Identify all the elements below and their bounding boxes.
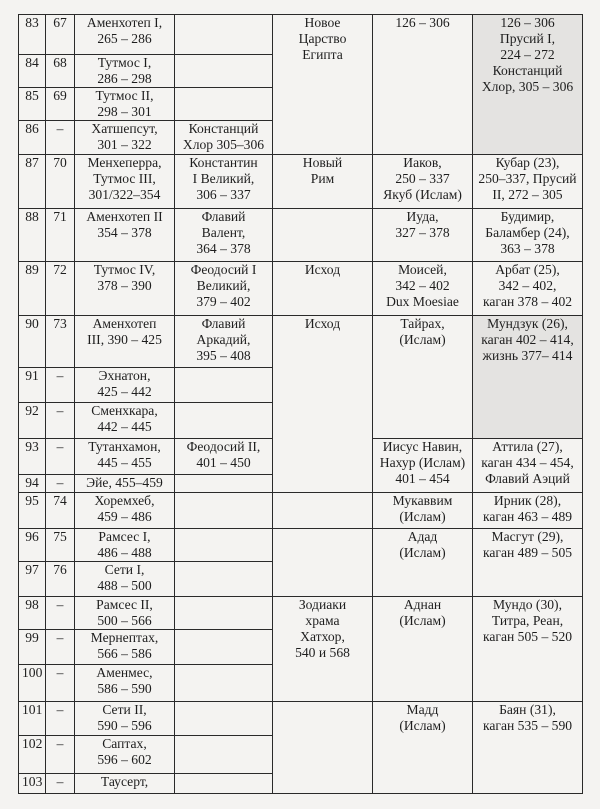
cell-line: 486 – 488 <box>97 545 152 560</box>
cell-line: 250–337, Прусий <box>478 171 577 186</box>
pharaoh-cell <box>75 665 175 702</box>
cell-line: Исход <box>304 262 341 277</box>
row-number: 89 <box>19 262 46 316</box>
cell-line: II, 272 – 305 <box>492 187 563 202</box>
dynasty-number: 75 <box>46 529 75 562</box>
cell-line: Хоремхеб, <box>94 493 155 508</box>
emperor-cell <box>175 597 273 630</box>
emperor-cell <box>175 88 273 121</box>
cell-line: Феодосий II, <box>186 439 261 454</box>
cell-line: Dux Moesiae <box>386 294 459 309</box>
cell-line: Титра, Реан, <box>491 613 564 628</box>
era-cell-new-kingdom <box>273 15 373 155</box>
cell-line: Иаков, <box>403 155 442 170</box>
dynasty-number: 67 <box>46 15 75 55</box>
cell-line: 445 – 455 <box>97 455 152 470</box>
emperor-cell <box>175 475 273 493</box>
cell-line: 363 – 378 <box>500 241 555 256</box>
cell-line: 354 – 378 <box>97 225 152 240</box>
pharaoh-cell <box>75 262 175 316</box>
chronology-table <box>18 14 583 794</box>
cell-line: Великий, <box>196 278 251 293</box>
pharaoh-cell <box>75 630 175 665</box>
era-cell <box>273 209 373 262</box>
cell-line: Констанций <box>492 63 563 78</box>
cell-line: Валент, <box>201 225 246 240</box>
cell-line: Тайрах, <box>400 316 445 331</box>
pharaoh-cell <box>75 475 175 493</box>
cell-line: Флавий Аэций <box>485 471 570 486</box>
cell-line: 378 – 390 <box>97 278 152 293</box>
emperor-cell <box>175 155 273 209</box>
ruler-cell <box>473 439 583 493</box>
cell-line: Аменхотеп II <box>86 209 163 224</box>
row-number: 85 <box>19 88 46 121</box>
cell-line: Флавий <box>201 209 246 224</box>
cell-line: Аменмес, <box>96 665 153 680</box>
cell-line: 590 – 596 <box>97 718 152 733</box>
patriarch-cell <box>373 529 473 597</box>
cell-line: I Великий, <box>192 171 255 186</box>
cell-line: 306 – 337 <box>196 187 251 202</box>
cell-line: Тутмос III, <box>93 171 156 186</box>
patriarch-cell <box>373 316 473 439</box>
emperor-cell <box>175 316 273 368</box>
cell-line: (Ислам) <box>399 332 446 347</box>
dynasty-number: – <box>46 121 75 155</box>
cell-line: 395 – 408 <box>196 348 251 363</box>
cell-line: Новое <box>304 15 341 30</box>
row-number: 86 <box>19 121 46 155</box>
cell-line: Хатхор, <box>300 629 345 644</box>
patriarch-cell <box>373 15 473 155</box>
cell-line: Аднан <box>403 597 442 612</box>
cell-line: Аменхотеп I, <box>86 15 163 30</box>
cell-line: Царство <box>298 31 347 46</box>
cell-line: каган 489 – 505 <box>482 545 573 560</box>
cell-line: 586 – 590 <box>97 681 152 696</box>
row-number: 97 <box>19 562 46 597</box>
row-number: 87 <box>19 155 46 209</box>
cell-line: 401 – 450 <box>196 455 251 470</box>
cell-line: Тутанхамон, <box>88 439 161 454</box>
cell-line: 301/322–354 <box>88 187 161 202</box>
cell-line: (Ислам) <box>399 509 446 524</box>
table-row <box>19 262 583 316</box>
table-row <box>19 597 583 630</box>
dynasty-number: 71 <box>46 209 75 262</box>
dynasty-number: – <box>46 403 75 439</box>
era-cell <box>273 702 373 794</box>
pharaoh-cell <box>75 121 175 155</box>
emperor-cell <box>175 262 273 316</box>
pharaoh-cell <box>75 403 175 439</box>
pharaoh-cell <box>75 316 175 368</box>
row-number: 99 <box>19 630 46 665</box>
cell-line: (Ислам) <box>399 718 446 733</box>
cell-line: Эхнатон, <box>98 368 151 383</box>
table-row <box>19 209 583 262</box>
ruler-cell <box>473 262 583 316</box>
cell-line: 596 – 602 <box>97 752 152 767</box>
dynasty-number: – <box>46 439 75 475</box>
row-number: 92 <box>19 403 46 439</box>
pharaoh-cell <box>75 774 175 794</box>
cell-line: (Ислам) <box>399 545 446 560</box>
cell-line: 566 – 586 <box>97 646 152 661</box>
cell-line: 442 – 445 <box>97 419 152 434</box>
row-number: 98 <box>19 597 46 630</box>
ruler-cell <box>473 155 583 209</box>
pharaoh-cell <box>75 562 175 597</box>
cell-line: (Ислам) <box>399 613 446 628</box>
cell-line: 459 – 486 <box>97 509 152 524</box>
cell-line: Аменхотеп <box>92 316 157 331</box>
cell-line: Тутмос II, <box>95 88 154 103</box>
cell-line: Арбат (25), <box>495 262 560 277</box>
patriarch-cell <box>373 439 473 493</box>
row-number: 96 <box>19 529 46 562</box>
cell-line: 126 – 306 <box>500 15 555 30</box>
patriarch-cell <box>373 209 473 262</box>
ruler-cell <box>473 529 583 597</box>
cell-line: Аттила (27), <box>492 439 563 454</box>
dynasty-number: – <box>46 736 75 774</box>
emperor-cell <box>175 403 273 439</box>
cell-line: жизнь 377– 414 <box>482 348 573 363</box>
cell-line: 126 – 306 <box>395 15 450 30</box>
dynasty-number: – <box>46 702 75 736</box>
ruler-cell <box>473 316 583 439</box>
dynasty-number: – <box>46 597 75 630</box>
era-cell-exodus <box>273 262 373 316</box>
patriarch-cell <box>373 262 473 316</box>
cell-line: каган 505 – 520 <box>482 629 573 644</box>
patriarch-cell <box>373 597 473 702</box>
emperor-cell <box>175 665 273 702</box>
cell-line: Моисей, <box>398 262 447 277</box>
cell-line: Якуб (Ислам) <box>383 187 462 202</box>
cell-line: 286 – 298 <box>97 71 152 86</box>
row-number: 101 <box>19 702 46 736</box>
emperor-cell <box>175 55 273 88</box>
cell-line: Константин <box>189 155 258 170</box>
emperor-cell <box>175 630 273 665</box>
emperor-cell <box>175 702 273 736</box>
row-number: 84 <box>19 55 46 88</box>
pharaoh-cell <box>75 529 175 562</box>
cell-line: 540 и 568 <box>295 645 350 660</box>
row-number: 88 <box>19 209 46 262</box>
cell-line: Исход <box>304 316 341 331</box>
cell-line: каган 463 – 489 <box>482 509 573 524</box>
cell-line: Феодосий I <box>190 262 257 277</box>
row-number: 83 <box>19 15 46 55</box>
cell-line: каган 378 – 402 <box>482 294 573 309</box>
emperor-cell <box>175 736 273 774</box>
cell-line: Рамсес I, <box>98 529 151 544</box>
row-number: 90 <box>19 316 46 368</box>
dynasty-number: – <box>46 774 75 794</box>
cell-line: III, 390 – 425 <box>87 332 162 347</box>
cell-line: Мадд <box>406 702 439 717</box>
cell-line: 488 – 500 <box>97 578 152 593</box>
cell-line: Констанций <box>188 121 259 136</box>
cell-line: храма <box>305 613 340 628</box>
ruler-cell <box>473 702 583 794</box>
cell-line: Адад <box>407 529 438 544</box>
cell-line: Ирник (28), <box>493 493 562 508</box>
dynasty-number: – <box>46 475 75 493</box>
ruler-cell <box>473 15 583 155</box>
dynasty-number: 70 <box>46 155 75 209</box>
emperor-cell <box>175 209 273 262</box>
pharaoh-cell <box>75 597 175 630</box>
cell-line: Хлор, 305 – 306 <box>481 79 574 94</box>
pharaoh-cell <box>75 736 175 774</box>
table-row <box>19 493 583 529</box>
cell-line: 250 – 337 <box>395 171 450 186</box>
cell-line: Прусий I, <box>499 31 556 46</box>
cell-line: Мундзук (26), <box>487 316 568 331</box>
row-number: 103 <box>19 774 46 794</box>
emperor-cell <box>175 493 273 529</box>
row-number: 102 <box>19 736 46 774</box>
era-cell <box>273 529 373 597</box>
pharaoh-cell <box>75 439 175 475</box>
cell-line: 224 – 272 <box>500 47 555 62</box>
table-row <box>19 702 583 736</box>
cell-line: Иисус Навин, <box>382 439 463 454</box>
dynasty-number: – <box>46 630 75 665</box>
cell-line: Сети II, <box>102 702 147 717</box>
emperor-cell <box>175 529 273 562</box>
cell-line: Сменхкара, <box>91 403 158 418</box>
emperor-cell <box>175 15 273 55</box>
dynasty-number: 76 <box>46 562 75 597</box>
cell-line: 379 – 402 <box>196 294 251 309</box>
pharaoh-cell <box>75 88 175 121</box>
ruler-cell <box>473 209 583 262</box>
dynasty-number: 69 <box>46 88 75 121</box>
emperor-cell <box>175 121 273 155</box>
ruler-cell <box>473 493 583 529</box>
emperor-cell <box>175 368 273 403</box>
cell-line: Рамсес II, <box>96 597 153 612</box>
cell-line: Мернептах, <box>90 630 159 645</box>
dynasty-number: – <box>46 665 75 702</box>
cell-line: 327 – 378 <box>395 225 450 240</box>
pharaoh-cell <box>75 209 175 262</box>
cell-line: Мукаввим <box>392 493 453 508</box>
pharaoh-cell <box>75 493 175 529</box>
cell-line: Кубар (23), <box>495 155 560 170</box>
table-row <box>19 316 583 368</box>
cell-line: 265 – 286 <box>97 31 152 46</box>
emperor-cell <box>175 562 273 597</box>
pharaoh-cell <box>75 15 175 55</box>
dynasty-number: 72 <box>46 262 75 316</box>
row-number: 93 <box>19 439 46 475</box>
row-number: 95 <box>19 493 46 529</box>
cell-line: Новый <box>302 155 343 170</box>
table-row <box>19 529 583 562</box>
cell-line: 298 – 301 <box>97 104 152 119</box>
era-cell-zodiac <box>273 597 373 702</box>
cell-line: каган 434 – 454, <box>481 455 574 470</box>
row-number: 94 <box>19 475 46 493</box>
cell-line: каган 535 – 590 <box>482 718 573 733</box>
cell-line: Таусерт, <box>100 774 149 789</box>
era-cell-exodus <box>273 316 373 493</box>
pharaoh-cell <box>75 368 175 403</box>
cell-line: 401 – 454 <box>395 471 450 486</box>
cell-line: Мундо (30), <box>493 597 562 612</box>
cell-line: Менхеперра, <box>87 155 162 170</box>
cell-line: Иуда, <box>406 209 439 224</box>
dynasty-number: 73 <box>46 316 75 368</box>
dynasty-number: 68 <box>46 55 75 88</box>
cell-line: Саптах, <box>102 736 147 751</box>
emperor-cell <box>175 439 273 475</box>
cell-line: Баламбер (24), <box>485 225 570 240</box>
cell-line: Флавий <box>201 316 246 331</box>
emperor-cell <box>175 774 273 794</box>
cell-line: Аркадий, <box>196 332 251 347</box>
dynasty-number: 74 <box>46 493 75 529</box>
cell-line: Тутмос I, <box>97 55 152 70</box>
cell-line: каган 402 – 414, <box>481 332 574 347</box>
table-row <box>19 155 583 209</box>
patriarch-cell <box>373 493 473 529</box>
pharaoh-cell <box>75 55 175 88</box>
table-row <box>19 15 583 55</box>
cell-line: Нахур (Ислам) <box>379 455 466 470</box>
cell-line: 425 – 442 <box>97 384 152 399</box>
pharaoh-cell <box>75 155 175 209</box>
cell-line: Эйе, 455–459 <box>86 475 163 490</box>
cell-line: Баян (31), <box>499 702 556 717</box>
cell-line: Египта <box>302 47 343 62</box>
cell-line: Рим <box>310 171 335 186</box>
dynasty-number: – <box>46 368 75 403</box>
cell-line: Хатшепсут, <box>91 121 158 136</box>
cell-line: Хлор 305–306 <box>182 137 265 152</box>
cell-line: Будимир, <box>500 209 555 224</box>
patriarch-cell <box>373 155 473 209</box>
era-cell <box>273 493 373 529</box>
cell-line: 301 – 322 <box>97 137 152 152</box>
cell-line: 364 – 378 <box>196 241 251 256</box>
cell-line: Сети I, <box>104 562 145 577</box>
pharaoh-cell <box>75 702 175 736</box>
cell-line: Тутмос IV, <box>93 262 156 277</box>
cell-line: Зодиаки <box>298 597 347 612</box>
patriarch-cell <box>373 702 473 794</box>
row-number: 100 <box>19 665 46 702</box>
ruler-cell <box>473 597 583 702</box>
cell-line: 342 – 402, <box>498 278 557 293</box>
cell-line: 500 – 566 <box>97 613 152 628</box>
cell-line: Масгут (29), <box>491 529 564 544</box>
row-number: 91 <box>19 368 46 403</box>
cell-line: 342 – 402 <box>395 278 450 293</box>
era-cell <box>273 155 373 209</box>
